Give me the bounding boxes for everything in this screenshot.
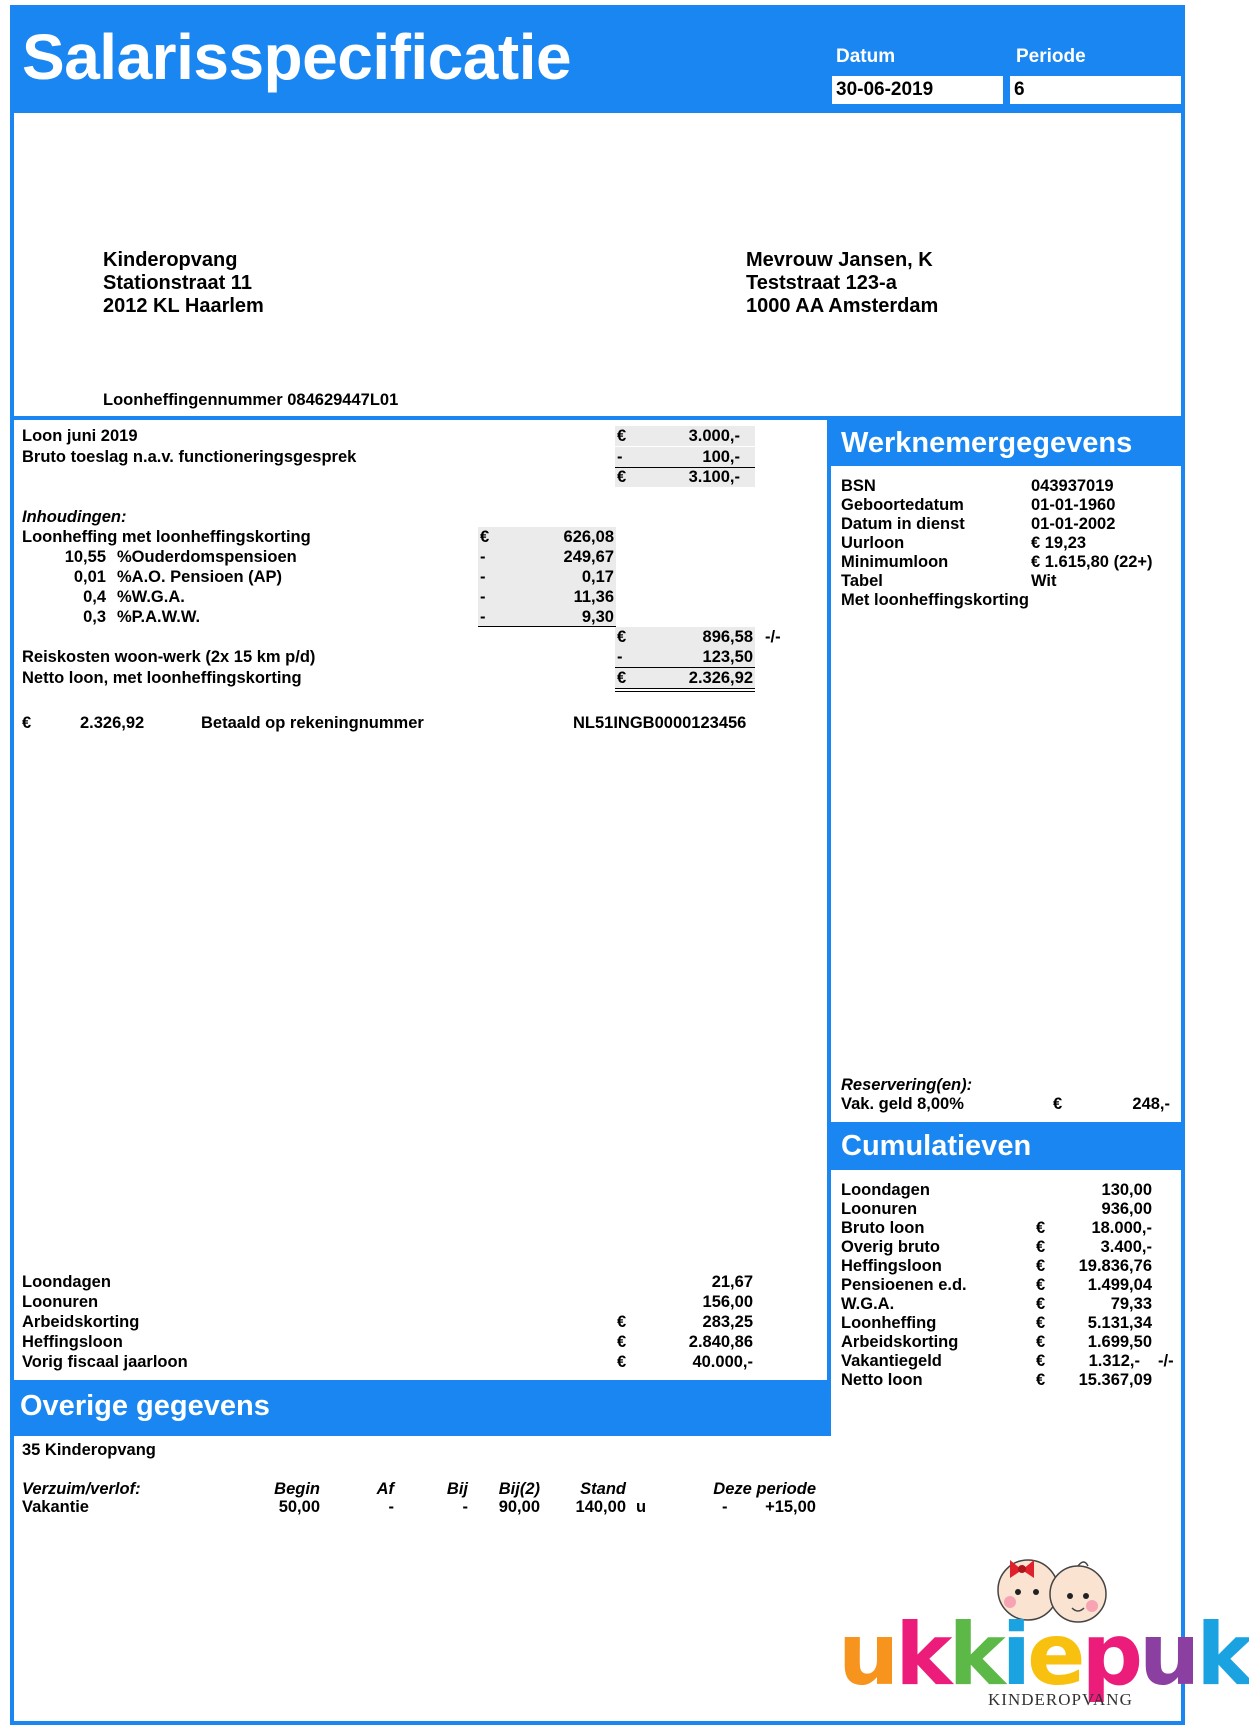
page-title: Salarisspecificatie [22, 21, 572, 93]
summary-value: 156,00 [702, 1293, 753, 1311]
cum-label: Loondagen [841, 1181, 930, 1199]
employer-street: Stationstraat 11 [103, 272, 252, 294]
werknemer-value: 01-01-1960 [1031, 496, 1116, 514]
cum-value: 1.699,50 [1087, 1333, 1152, 1351]
bij2-header: Bij(2) [498, 1480, 540, 1498]
loonheffingennummer: Loonheffingennummer 084629447L01 [103, 391, 399, 409]
divider-vertical [827, 416, 831, 1380]
werknemer-label: Datum in dienst [841, 515, 965, 533]
cum-sign: € [1036, 1276, 1046, 1294]
cum-label: Vakantiegeld [841, 1352, 942, 1370]
werknemer-value: € 19,23 [1031, 534, 1087, 552]
af-header: Af [376, 1480, 394, 1498]
loon-label: Loon juni 2019 [22, 427, 138, 445]
summary-label: Loondagen [22, 1273, 111, 1291]
periode-label: Periode [1016, 46, 1086, 67]
loon-sign: € [617, 427, 627, 445]
datum-field: 30-06-2019 [832, 76, 1003, 104]
logo-letter: u [1139, 1605, 1197, 1705]
begin-header: Begin [274, 1480, 320, 1498]
werknemer-value: 043937019 [1031, 477, 1114, 495]
employer-name: Kinderopvang [103, 249, 238, 271]
cum-sign: € [1036, 1352, 1046, 1370]
reiskosten-sign: - [617, 648, 623, 666]
vakantie-bij: - [462, 1498, 468, 1516]
cum-value: 3.400,- [1100, 1238, 1152, 1256]
summary-label: Heffingsloon [22, 1333, 123, 1351]
werknemer-value: € 1.615,80 (22+) [1031, 553, 1153, 571]
cum-label: Loonheffing [841, 1314, 937, 1332]
logo-letter: p [1081, 1605, 1140, 1705]
deduction-sign: - [480, 548, 486, 566]
cum-sign: € [1036, 1314, 1046, 1332]
loonheffing-label: Loonheffing met loonheffingskorting [22, 528, 311, 546]
cumulatieven-title: Cumulatieven [831, 1122, 1185, 1170]
loon-amount: 3.000,- [688, 427, 740, 445]
deduction-label: %A.O. Pensioen (AP) [117, 568, 283, 586]
paid-amount: 2.326,92 [80, 714, 145, 732]
bij-header: Bij [446, 1480, 468, 1498]
vakantie-unit: u [636, 1498, 647, 1516]
deduction-amount: 0,17 [581, 568, 614, 586]
cum-value: 130,00 [1101, 1181, 1152, 1199]
summary-sign: € [617, 1333, 627, 1351]
vakantiegeld-sign: € [1053, 1095, 1063, 1113]
deduction-sign: - [480, 608, 486, 626]
cum-value: 936,00 [1101, 1200, 1152, 1218]
employer-address [103, 249, 264, 318]
cum-suffix: -/- [1158, 1352, 1174, 1370]
deduction-label: %W.G.A. [117, 588, 185, 606]
iban: NL51INGB0000123456 [573, 714, 747, 732]
cum-sign: € [1036, 1257, 1046, 1275]
netto-amount: 2.326,92 [688, 669, 753, 687]
werknemer-label: Minimumloon [841, 553, 949, 571]
cum-label: Netto loon [841, 1371, 923, 1389]
reiskosten-label: Reiskosten woon-werk (2x 15 km p/d) [22, 648, 316, 666]
inhoudingen-label: Inhoudingen: [22, 508, 127, 526]
vakantie-af: - [388, 1498, 394, 1516]
reservering-label: Reservering(en): [841, 1076, 973, 1094]
cum-value: 1.312,- [1088, 1352, 1140, 1370]
loonheffing-amount: 626,08 [563, 528, 614, 546]
deduction-label: %P.A.W.W. [117, 608, 201, 626]
cum-label: Arbeidskorting [841, 1333, 959, 1351]
cum-value: 15.367,09 [1078, 1371, 1152, 1389]
summary-value: 283,25 [702, 1313, 753, 1331]
verzuim-header: Verzuim/verlof: [22, 1480, 141, 1498]
paid-sign: € [22, 714, 32, 732]
vakantie-bij2: 90,00 [498, 1498, 540, 1516]
deduction-sign: - [480, 588, 486, 606]
cum-label: Loonuren [841, 1200, 918, 1218]
netto-sign: € [617, 669, 627, 687]
vakantie-begin: 50,00 [278, 1498, 320, 1516]
cum-value: 5.131,34 [1087, 1314, 1152, 1332]
deduction-amount: 9,30 [581, 608, 614, 626]
employee-name: Mevrouw Jansen, K [746, 249, 933, 271]
cum-value: 79,33 [1110, 1295, 1152, 1313]
werknemer-label: Met loonheffingskorting [841, 591, 1029, 609]
cum-sign: € [1036, 1295, 1046, 1313]
cum-sign: € [1036, 1238, 1046, 1256]
cum-label: Pensioenen e.d. [841, 1276, 967, 1294]
cum-sign: € [1036, 1219, 1046, 1237]
werknemer-title: Werknemergegevens [831, 420, 1185, 466]
vakantie-deze-periode: +15,00 [765, 1498, 816, 1516]
overige-title: Overige gegevens [10, 1380, 831, 1432]
cum-label: Heffingsloon [841, 1257, 942, 1275]
vakantie-label: Vakantie [22, 1498, 89, 1516]
reiskosten-amount: 123,50 [702, 648, 753, 666]
logo-letter: e [1027, 1605, 1082, 1705]
vakantiegeld-value: 248,- [1132, 1095, 1170, 1113]
toeslag-amount: 100,- [702, 448, 740, 466]
loonheffing-sign: € [480, 528, 490, 546]
ukkiepuk-logo [838, 1550, 1249, 1715]
werknemer-value: 01-01-2002 [1031, 515, 1116, 533]
vakantiegeld-label: Vak. geld 8,00% [841, 1095, 964, 1113]
paid-label: Betaald op rekeningnummer [201, 714, 424, 732]
toeslag-sign: - [617, 448, 623, 466]
deduction-label: %Ouderdomspensioen [117, 548, 297, 566]
summary-label: Vorig fiscaal jaarloon [22, 1353, 188, 1371]
stand-header: Stand [580, 1480, 626, 1498]
netto-label: Netto loon, met loonheffingskorting [22, 669, 302, 687]
employer-city: 2012 KL Haarlem [103, 295, 264, 317]
total-deductions-suffix: -/- [765, 628, 781, 646]
vakantie-periode-sign: - [722, 1498, 728, 1516]
deduction-amount: 11,36 [573, 588, 614, 606]
cum-label: Bruto loon [841, 1219, 925, 1237]
datum-label: Datum [836, 46, 896, 67]
summary-label: Arbeidskorting [22, 1313, 140, 1331]
werknemer-label: Uurloon [841, 534, 905, 552]
logo-letter: i [1001, 1605, 1028, 1705]
cum-value: 1.499,04 [1087, 1276, 1152, 1294]
total-deductions-amount: 896,58 [702, 628, 753, 646]
deduction-pct: 0,4 [83, 588, 106, 606]
deduction-sign: - [480, 568, 486, 586]
vakantie-stand: 140,00 [575, 1498, 626, 1516]
werknemer-label: Geboortedatum [841, 496, 964, 514]
summary-value: 2.840,86 [688, 1333, 753, 1351]
bruto-sign: € [617, 468, 627, 486]
deduction-pct: 10,55 [64, 548, 106, 566]
employee-city: 1000 AA Amsterdam [746, 295, 939, 317]
cum-sign: € [1036, 1371, 1046, 1389]
werknemer-value: Wit [1031, 572, 1057, 590]
werknemer-label: BSN [841, 477, 876, 495]
deduction-amount: 249,67 [563, 548, 614, 566]
deduction-pct: 0,3 [83, 608, 106, 626]
toeslag-label: Bruto toeslag n.a.v. functioneringsgesprek [22, 448, 357, 466]
summary-value: 40.000,- [692, 1353, 753, 1371]
bruto-amount: 3.100,- [688, 468, 740, 486]
cum-value: 19.836,76 [1078, 1257, 1152, 1275]
overige-line1: 35 Kinderopvang [22, 1441, 156, 1459]
logo-letter: u [838, 1605, 896, 1705]
cum-label: W.G.A. [841, 1295, 895, 1313]
summary-value: 21,67 [711, 1273, 753, 1291]
summary-sign: € [617, 1353, 627, 1371]
cum-sign: € [1036, 1333, 1046, 1351]
employee-street: Teststraat 123-a [746, 272, 897, 294]
divider-overige [10, 1432, 831, 1436]
logo-tagline: KINDEROPVANG [988, 1690, 1133, 1709]
deze-periode-header: Deze periode [713, 1480, 816, 1498]
total-deductions-sign: € [617, 628, 627, 646]
logo-letter: k [895, 1605, 949, 1705]
deduction-pct: 0,01 [73, 568, 106, 586]
cum-label: Overig bruto [841, 1238, 941, 1256]
summary-sign: € [617, 1313, 627, 1331]
logo-letter: k [948, 1605, 1002, 1705]
summary-label: Loonuren [22, 1293, 99, 1311]
employee-address [746, 249, 938, 318]
werknemer-label: Tabel [841, 572, 883, 590]
cum-value: 18.000,- [1091, 1219, 1152, 1237]
logo-letter: k [1196, 1605, 1249, 1705]
periode-field: 6 [1010, 76, 1181, 104]
